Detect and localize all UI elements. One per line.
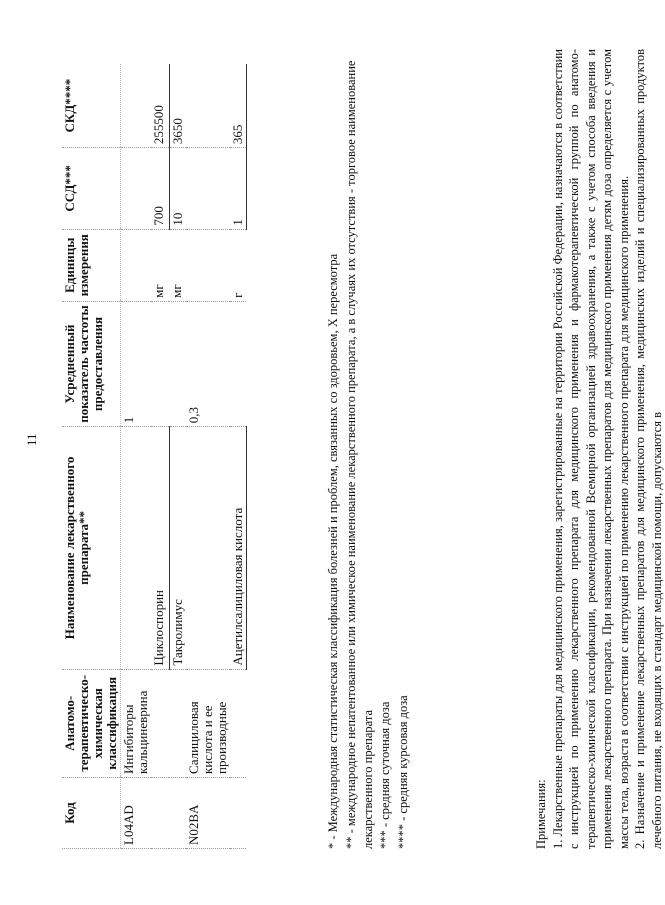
cell-unit: мг — [151, 229, 169, 301]
cell-code: L04AD — [121, 777, 152, 848]
cell-skd: 3650 — [169, 64, 186, 148]
header-code: Код — [62, 777, 121, 848]
header-skd: СКД**** — [62, 64, 121, 148]
cell-code — [169, 777, 186, 848]
cell-unit — [186, 229, 230, 301]
cell-unit: г — [230, 229, 247, 301]
footnote-icd: * - Международная статистическая классификация болезней и проблем, связанных со здоровьем, X пересмотра — [326, 253, 340, 849]
note-item-2: 2. Назначение и применение лекарственных препаратов для медицинского применения, медицинских изделий и специализированных продуктов лечебного питания, не входящих в стандарт медицинской помощи, допускаются в — [633, 49, 664, 849]
table-row — [151, 64, 169, 849]
cell-atc: Ингибиторы кальциневрина — [121, 669, 152, 777]
cell-skd — [186, 64, 230, 148]
cell-code: N02BA — [186, 777, 230, 848]
cell-skd: 365 — [230, 64, 247, 148]
footnote-ssd: *** - средняя суточная доза — [378, 701, 392, 849]
cell-frequency — [151, 301, 169, 426]
table-row — [186, 64, 230, 849]
footnote-skd: **** - средняя курсовая доза — [396, 695, 410, 849]
cell-atc — [230, 669, 247, 777]
cell-ssd — [121, 148, 152, 229]
header-unit: Единицы измерения — [62, 229, 121, 301]
footnote-inn: ** - международное непатентованное или химическое наименование лекарственного препарата, а в случаях их отсутствия - торговое наименование лекарственного препарата — [344, 60, 375, 849]
cell-drug: Такролимус — [169, 427, 186, 669]
cell-frequency — [169, 301, 186, 426]
cell-drug: Ацетилсалициловая кислота — [230, 427, 247, 669]
table-header-row — [62, 64, 121, 849]
page-number: 11 — [24, 433, 39, 446]
table-row — [169, 64, 186, 849]
notes-section — [533, 49, 665, 849]
cell-drug — [186, 427, 230, 669]
cell-skd: 255500 — [151, 64, 169, 148]
header-drug: Наименование лекарственного препарата** — [62, 427, 121, 669]
cell-frequency — [230, 301, 247, 426]
cell-ssd: 700 — [151, 148, 169, 229]
table-row — [230, 64, 247, 849]
header-atc: Анатомо-терапевтическо-химическая классификация — [62, 669, 121, 777]
cell-atc — [169, 669, 186, 777]
note-item-1: 1. Лекарственные препараты для медицинского применения, зарегистрированные на территории Российской Федерации, назначаются в соответствии с инструкцией по применению лекарственного препарата для медицинского применения и фармакотерапевтической группой по анатомо-терапевтическо-химической классификации, рекомендованной Всемирной организацией здравоохранения, а также с учетом способа введения и применения лекарственного препарата. При назначении лекарственных препаратов для медицинского применения детям доза определяется с учетом массы тела, возраста в соответствии с инструкцией по применению лекарственного препарата для медицинского применения. — [550, 49, 631, 849]
drug-table — [62, 64, 247, 849]
cell-code — [230, 777, 247, 848]
cell-drug — [121, 427, 152, 669]
cell-frequency: 0,3 — [186, 301, 230, 426]
cell-atc — [151, 669, 169, 777]
cell-atc: Салициловая кислота и ее производные — [186, 669, 230, 777]
cell-frequency: 1 — [121, 301, 152, 426]
header-ssd: ССД*** — [62, 148, 121, 229]
cell-unit: мг — [169, 229, 186, 301]
cell-ssd: 1 — [230, 148, 247, 229]
cell-unit — [121, 229, 152, 301]
table-row — [121, 64, 152, 849]
cell-ssd — [186, 148, 230, 229]
header-frequency: Усредненный показатель частоты предоставления — [62, 301, 121, 426]
cell-code — [151, 777, 169, 848]
cell-skd — [121, 64, 152, 148]
notes-title: Примечания: — [534, 779, 548, 849]
cell-drug: Циклоспорин — [151, 427, 169, 669]
cell-ssd: 10 — [169, 148, 186, 229]
